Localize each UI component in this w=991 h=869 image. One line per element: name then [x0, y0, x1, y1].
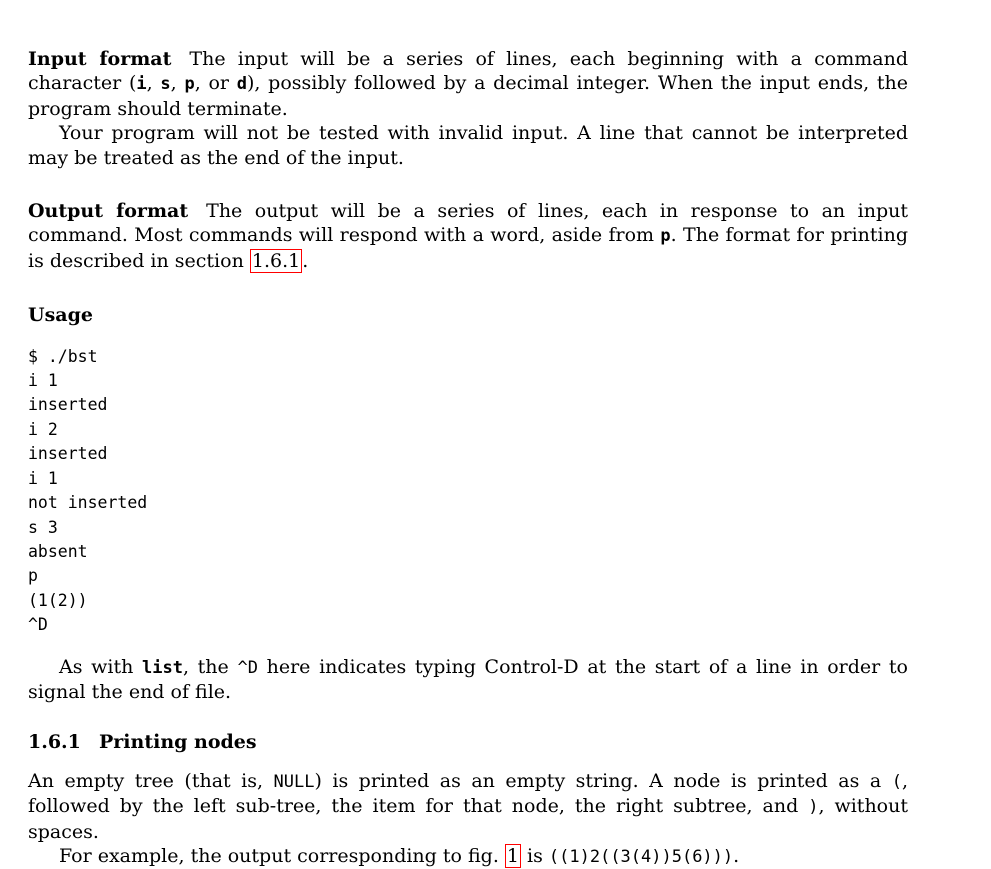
code-line: i 1	[28, 468, 58, 488]
output-format-text-continued: . The format for printing is described in section	[28, 224, 908, 272]
separator: , or	[194, 72, 237, 95]
code-line: ^D	[28, 615, 48, 635]
code-line: (1(2))	[28, 590, 88, 610]
code-line: inserted	[28, 444, 108, 464]
command-p: p	[184, 74, 195, 95]
code-line: $ ./bst	[28, 346, 98, 366]
code-line: p	[28, 566, 38, 586]
body-text: , without spaces.	[28, 795, 908, 843]
code-line: absent	[28, 541, 88, 561]
document-body	[28, 47, 908, 869]
note-text: As with	[59, 655, 143, 678]
period: .	[302, 249, 309, 272]
command-d: d	[236, 74, 247, 95]
output-format-paragraph	[28, 199, 908, 273]
figure-reference-link[interactable]: 1	[506, 844, 519, 867]
output-format-heading: Output format	[28, 200, 189, 223]
invalid-input-paragraph: Your program will not be tested with invalid input. A line that cannot be interpreted may be treated as the end of the input.	[28, 122, 908, 169]
code-line: not inserted	[28, 493, 148, 513]
command-i: i	[136, 74, 147, 95]
open-paren-code: (	[891, 771, 902, 792]
period: .	[733, 844, 740, 867]
input-format-text-continued: ), possibly followed by a decimal integer. When the input ends, the program should terminate.	[28, 72, 909, 120]
code-line: i 2	[28, 419, 58, 439]
usage-section	[28, 303, 908, 704]
body-text: An empty tree (that is,	[28, 769, 274, 792]
output-format-section	[28, 199, 908, 273]
subsection-title: Printing nodes	[99, 731, 257, 754]
usage-code-block	[28, 345, 908, 638]
separator: ,	[146, 72, 161, 95]
spacer	[28, 273, 908, 302]
control-d-note	[28, 655, 908, 705]
code-line: inserted	[28, 395, 108, 415]
section-reference-link[interactable]: 1.6.1	[251, 249, 301, 272]
example-output-code: ((1)2((3(4))5(6)))	[548, 846, 734, 867]
example-paragraph	[28, 844, 908, 869]
subsection-heading	[28, 730, 908, 754]
spacer	[28, 170, 908, 199]
command-s: s	[160, 74, 171, 95]
note-text: here indicates typing Control-D at the start of a line in order to signal the end of file.	[28, 655, 908, 703]
code-line: i 1	[28, 371, 58, 391]
body-text: ) is printed as an empty string. A node is printed as a	[314, 769, 892, 792]
note-text: , the	[182, 655, 238, 678]
input-format-section	[28, 47, 908, 170]
input-format-text: The input will be a series of lines, each beginning with a command character (	[28, 48, 908, 95]
close-paren-code: )	[808, 797, 819, 818]
usage-heading: Usage	[28, 304, 93, 327]
printing-nodes-section	[28, 730, 908, 869]
output-format-text: The output will be a series of lines, each in response to an input command. Most commands will respond with a word, aside from	[28, 200, 908, 247]
list-code: list	[142, 657, 183, 678]
input-format-paragraph	[28, 47, 908, 121]
control-d-code: ^D	[237, 657, 258, 678]
body-text: For example, the output corresponding to fig.	[59, 844, 505, 867]
input-format-heading: Input format	[28, 48, 172, 70]
printing-nodes-paragraph	[28, 769, 908, 844]
separator: ,	[170, 72, 185, 95]
subsection-number: 1.6.1	[28, 731, 81, 754]
body-text: is	[521, 844, 549, 867]
code-line: s 3	[28, 517, 58, 537]
body-text: , followed by the left sub-tree, the item for that node, the right subtree, and	[28, 769, 908, 818]
command-p: p	[660, 226, 671, 247]
null-code: NULL	[273, 771, 315, 792]
